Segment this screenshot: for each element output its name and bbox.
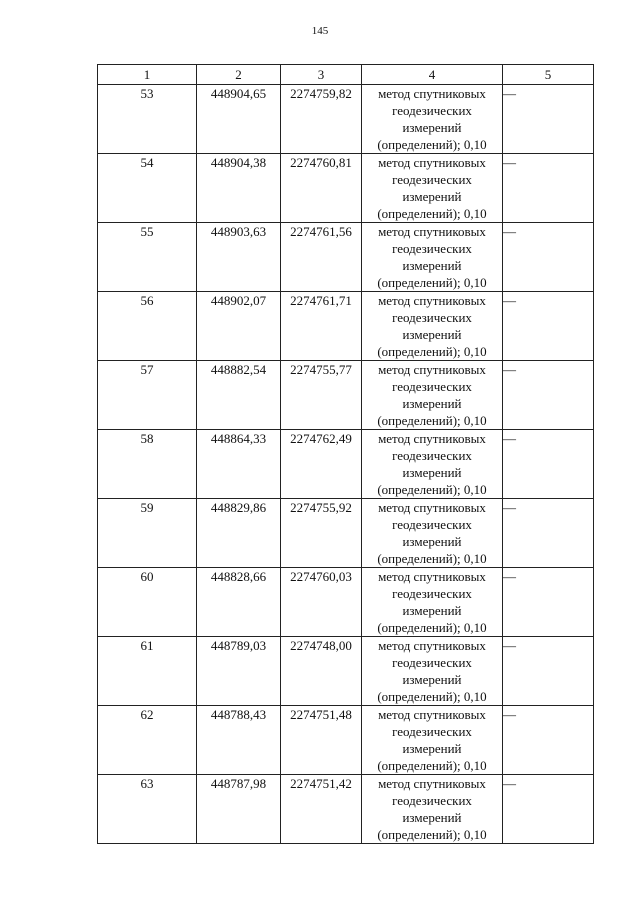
method-line-1: метод спутниковых — [378, 86, 486, 101]
method-description — [362, 499, 503, 568]
method-line-2: геодезических — [392, 655, 472, 670]
coordinate-x: 448828,66 — [197, 568, 281, 637]
note-cell: — — [503, 499, 594, 568]
method-line-2: геодезических — [392, 379, 472, 394]
method-line-4: (определений); 0,10 — [377, 827, 487, 842]
coordinate-x: 448788,43 — [197, 706, 281, 775]
coordinate-y: 2274748,00 — [281, 637, 362, 706]
coordinate-x: 448864,33 — [197, 430, 281, 499]
method-description — [362, 430, 503, 499]
table-row — [98, 499, 594, 568]
method-description — [362, 292, 503, 361]
point-number: 56 — [98, 292, 197, 361]
note-cell: — — [503, 775, 594, 844]
coordinate-y: 2274760,81 — [281, 154, 362, 223]
header-col-2: 2 — [197, 65, 281, 85]
method-line-2: геодезических — [392, 586, 472, 601]
method-line-3: измерений — [402, 327, 462, 342]
coordinate-y: 2274759,82 — [281, 85, 362, 154]
method-line-3: измерений — [402, 534, 462, 549]
point-number: 60 — [98, 568, 197, 637]
method-description — [362, 85, 503, 154]
method-line-3: измерений — [402, 603, 462, 618]
method-line-1: метод спутниковых — [378, 431, 486, 446]
note-cell: — — [503, 568, 594, 637]
table-row — [98, 85, 594, 154]
coordinate-y: 2274760,03 — [281, 568, 362, 637]
table-row — [98, 706, 594, 775]
coordinate-y: 2274751,48 — [281, 706, 362, 775]
method-line-3: измерений — [402, 465, 462, 480]
note-cell: — — [503, 292, 594, 361]
header-col-5: 5 — [503, 65, 594, 85]
method-line-3: измерений — [402, 120, 462, 135]
coordinate-x: 448789,03 — [197, 637, 281, 706]
method-line-1: метод спутниковых — [378, 362, 486, 377]
coordinate-x: 448904,65 — [197, 85, 281, 154]
coordinate-y: 2274755,77 — [281, 361, 362, 430]
note-cell: — — [503, 637, 594, 706]
method-line-2: геодезических — [392, 310, 472, 325]
method-description — [362, 154, 503, 223]
note-cell: — — [503, 154, 594, 223]
method-description — [362, 568, 503, 637]
method-line-1: метод спутниковых — [378, 776, 486, 791]
coordinate-x: 448904,38 — [197, 154, 281, 223]
method-description — [362, 361, 503, 430]
method-line-3: измерений — [402, 396, 462, 411]
table-row — [98, 223, 594, 292]
method-line-3: измерений — [402, 189, 462, 204]
coordinate-x: 448902,07 — [197, 292, 281, 361]
method-line-1: метод спутниковых — [378, 155, 486, 170]
coordinate-y: 2274762,49 — [281, 430, 362, 499]
coordinate-y: 2274761,71 — [281, 292, 362, 361]
table-header-row — [98, 65, 594, 85]
method-line-4: (определений); 0,10 — [377, 344, 487, 359]
table-row — [98, 775, 594, 844]
coordinate-x: 448829,86 — [197, 499, 281, 568]
point-number: 55 — [98, 223, 197, 292]
note-cell: — — [503, 223, 594, 292]
point-number: 61 — [98, 637, 197, 706]
method-line-2: геодезических — [392, 241, 472, 256]
method-line-4: (определений); 0,10 — [377, 206, 487, 221]
table-body — [98, 85, 594, 844]
table-row — [98, 154, 594, 223]
coordinate-y: 2274755,92 — [281, 499, 362, 568]
coordinate-x: 448787,98 — [197, 775, 281, 844]
method-description — [362, 223, 503, 292]
table-row — [98, 292, 594, 361]
coordinate-x: 448882,54 — [197, 361, 281, 430]
point-number: 57 — [98, 361, 197, 430]
method-line-1: метод спутниковых — [378, 500, 486, 515]
header-col-3: 3 — [281, 65, 362, 85]
method-line-4: (определений); 0,10 — [377, 551, 487, 566]
method-line-4: (определений); 0,10 — [377, 275, 487, 290]
note-cell: — — [503, 85, 594, 154]
method-line-3: измерений — [402, 810, 462, 825]
page-number: 145 — [311, 25, 329, 37]
table-row — [98, 568, 594, 637]
method-line-2: геодезических — [392, 793, 472, 808]
method-line-4: (определений); 0,10 — [377, 482, 487, 497]
note-cell: — — [503, 430, 594, 499]
coordinates-table — [97, 64, 594, 844]
method-line-2: геодезических — [392, 724, 472, 739]
method-line-4: (определений); 0,10 — [377, 758, 487, 773]
coordinate-y: 2274761,56 — [281, 223, 362, 292]
header-col-4: 4 — [362, 65, 503, 85]
method-line-3: измерений — [402, 741, 462, 756]
method-line-2: геодезических — [392, 103, 472, 118]
method-line-4: (определений); 0,10 — [377, 689, 487, 704]
method-line-1: метод спутниковых — [378, 224, 486, 239]
method-line-1: метод спутниковых — [378, 569, 486, 584]
method-line-4: (определений); 0,10 — [377, 137, 487, 152]
method-line-3: измерений — [402, 258, 462, 273]
point-number: 53 — [98, 85, 197, 154]
point-number: 63 — [98, 775, 197, 844]
coordinate-y: 2274751,42 — [281, 775, 362, 844]
note-cell: — — [503, 706, 594, 775]
table-row — [98, 637, 594, 706]
method-line-2: геодезических — [392, 517, 472, 532]
method-description — [362, 637, 503, 706]
method-line-1: метод спутниковых — [378, 707, 486, 722]
method-line-1: метод спутниковых — [378, 638, 486, 653]
point-number: 62 — [98, 706, 197, 775]
coordinate-x: 448903,63 — [197, 223, 281, 292]
method-line-1: метод спутниковых — [378, 293, 486, 308]
table-row — [98, 430, 594, 499]
method-line-2: геодезических — [392, 448, 472, 463]
header-col-1: 1 — [98, 65, 197, 85]
note-cell: — — [503, 361, 594, 430]
table-row — [98, 361, 594, 430]
method-line-2: геодезических — [392, 172, 472, 187]
method-description — [362, 706, 503, 775]
point-number: 54 — [98, 154, 197, 223]
point-number: 59 — [98, 499, 197, 568]
method-description — [362, 775, 503, 844]
point-number: 58 — [98, 430, 197, 499]
method-line-3: измерений — [402, 672, 462, 687]
method-line-4: (определений); 0,10 — [377, 413, 487, 428]
method-line-4: (определений); 0,10 — [377, 620, 487, 635]
